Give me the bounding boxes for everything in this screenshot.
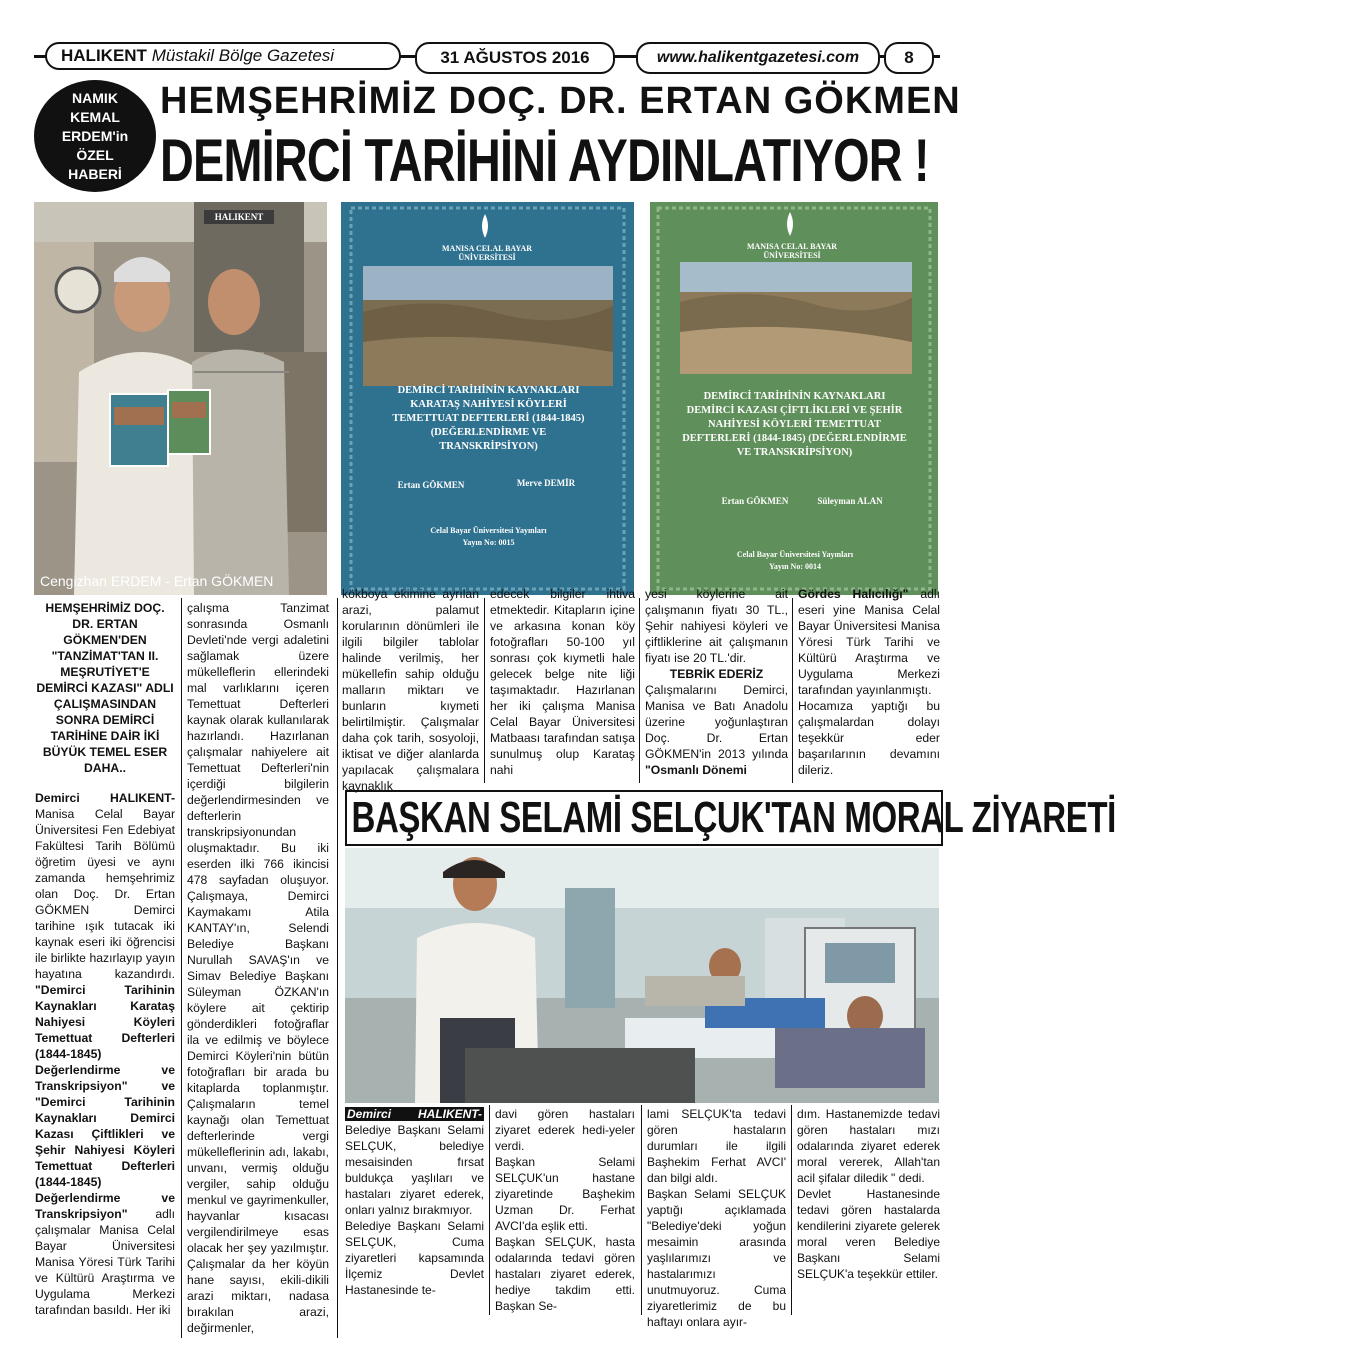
badge-line: HABERİ xyxy=(68,165,122,182)
paper-name-box xyxy=(45,42,401,70)
headline-line2: DEMİRCİ TARİHİNİ AYDINLATIYOR ! xyxy=(160,127,929,194)
book-author1: Ertan GÖKMEN xyxy=(397,480,465,490)
article1-book-title: "Osmanlı Dönemi xyxy=(645,763,747,777)
article1-column1 xyxy=(35,600,175,1318)
article1-lead: Demirci HALIKENT- xyxy=(35,791,175,805)
book-series: Yayın No: 0015 xyxy=(462,538,515,547)
article2-column2 xyxy=(495,1106,635,1314)
photo-hospital-drawing xyxy=(345,848,939,1103)
article1-subheading: TEBRİK EDERİZ xyxy=(669,667,764,681)
column-rule xyxy=(639,598,640,783)
article1-column4 xyxy=(490,586,635,778)
book-publisher-logo: MANISA CELAL BAYAR ÜNİVERSİTESİ xyxy=(746,242,838,260)
article1-book-title: Gördes Halıcılığı" xyxy=(798,587,909,601)
article1-text: yesi köylerine ait çalışmanın fiyatı 30 TL., Şehir nahiyesi köyleri ve çiftliklerine ait çalışmanın fiyatı ise 20 TL.'dir. xyxy=(645,587,788,665)
badge-line: ÖZEL xyxy=(76,146,114,163)
book-author2: Süleyman ALAN xyxy=(817,496,883,506)
book-publisher: Celal Bayar Üniversitesi Yayınları xyxy=(430,526,547,535)
author-badge xyxy=(34,80,156,192)
article1-text: adlı çalışmalar Manisa Celal Bayar Üniversitesi Manisa Yöresi Türk Tarihi ve Kültürü Araştırma ve Uygulama Merkezi tarafından basıldı. Her iki xyxy=(35,1207,175,1317)
article1-book-titles: "Demirci Tarihinin Kaynakları Karataş Nahiyesi Köyleri Temettuat Defterleri (1844-1845) Değerlendirme ve Transkripsiyon" ve "Demirci Tarihinin Kaynakları Demirci Kazası Çiftlikleri ve Şehir Nahiyesi Köyleri Temettuat Defterleri (1844-1845) Değerlendirme ve Transkripsiyon" xyxy=(35,983,175,1221)
column-rule xyxy=(181,598,182,1338)
paper-subtitle: Müstakil Bölge Gazetesi xyxy=(151,46,335,65)
article2-text: lami SELÇUK'ta tedavi gören hastaların durumları ile ilgili Başhekim Ferhat AVCI' dan bilgi aldı. xyxy=(647,1107,786,1185)
article2-column4 xyxy=(797,1106,940,1282)
photo-caption: Cengizhan ERDEM - Ertan GÖKMEN xyxy=(40,573,274,589)
photo-two-men-drawing xyxy=(34,202,327,595)
shop-sign: HALIKENT xyxy=(214,212,264,222)
book-author2: Merve DEMİR xyxy=(516,478,576,488)
article1-column2 xyxy=(187,600,329,1336)
article2-text: davi gören hastaları ziyaret ederek hedi-yeler verdi. xyxy=(495,1107,635,1153)
article1-text: Manisa Celal Bayar Üniversitesi Fen Edebiyat Fakültesi Tarih Bölümü öğretim üyesi ve aynı zamanda hemşehrimiz olan Doç. Dr. Ertan GÖKMEN Demirci tarihine ışık tutacak iki kaynak eseri iki öğrencisi ile birlikte hazırlayıp yayın hayatına kazandırdı. xyxy=(35,807,175,981)
article2-text: Başkan SELÇUK, hasta odalarında tedavi gören hastaları ziyaret ederek, hediye takdim etti. Başkan Se- xyxy=(495,1235,635,1313)
column-rule xyxy=(641,1105,642,1315)
book-series: Yayın No: 0014 xyxy=(768,562,821,571)
article2-column3 xyxy=(647,1106,786,1330)
page-number: 8 xyxy=(884,42,934,74)
article1-text: Çalışmalarını Demirci, Manisa ve Batı Anadolu üzerine yoğunlaştıran Doç. Dr. Ertan GÖKMEN'in 2013 yılında xyxy=(645,683,788,761)
article2-column1 xyxy=(345,1106,484,1298)
book-author1: Ertan GÖKMEN xyxy=(721,496,789,506)
article1-text: çalışma Tanzimat sonrasında Osmanlı Devleti'nde vergi adaletini sağlamak üzere mükelleflerin ellerindeki mal varlıklarını içeren Temettuat Defterleri kaynak olarak kullanılarak hazırlandı. Hazırlanan çalışmalar nahiyelere ait Temettuat Defterleri'nin içerdiği bilgilerin değerlendirmesinden ve defterlerin transkripsiyonundan oluşmaktadır. Bu iki eserden ilki 766 ikincisi 478 sayfadan oluşuyor. Çalışmaya, Demirci Kaymakamı Atila KANTAY'ın, Selendi Belediye Başkanı Nurullah SAVAŞ'ın ve Simav Belediye Başkanı Süleyman ÖZKAN'ın köylere ait çektirip gönderdikleri fotoğraflar ila ve edilmiş ve böylece Demirci Köyleri'nin bütün fotoğrafları bir arada bu kitaplarda toplanmıştır. Çalışmaların temel kaynağı olan Temettuat defterlerinde vergi mükelleflerinin adı, lakabı, unvanı, vermiş olduğu vergiler, sahip olduğu menkul ve gayrimenkuller, hayvanlar kısacası vergilendirilmeye esas olacak her şey yazılmıştır. Çalışmalar da her köyün hane sayısı, ekili-dikili arazi miktarı, nadasa bırakılan arazi, değirmenler, xyxy=(187,601,329,1335)
book-cover-karatas xyxy=(341,202,634,595)
article1-column6 xyxy=(798,586,940,778)
photo-hospital-visit xyxy=(345,848,939,1103)
article1-column3 xyxy=(342,586,479,794)
article2-headline-text: BAŞKAN SELAMİ SELÇUK'TAN MORAL ZİYARETİ xyxy=(351,793,1116,842)
column-rule xyxy=(791,1105,792,1315)
article1-text: kökboya ekimine ayrılan arazi, palamut korularının dönümleri ile ilgili bilgiler tablolar halinde verilmiş, her mükellefin sahip olduğu malların miktarı ve bunların kıymeti belirtilmiştir. Çalışmalar daha çok tarih, sosyoloji, iktisat ve diğer alanlarda yapılacak çalışmalara kaynaklık xyxy=(342,587,479,793)
column-rule xyxy=(489,1105,490,1315)
book-title: DEMİRCİ TARİHİNİN KAYNAKLARI DEMİRCİ KAZASI ÇİFTLİKLERİ VE ŞEHİR NAHİYESİ KÖYLERİ TEMETTUAT DEFTERLERİ (1844-1845) (DEĞERLENDİRME VE TRANSKRİPSİYON) xyxy=(682,391,907,458)
article1-column5 xyxy=(645,586,788,778)
article2-lead: Demirci HALIKENT- xyxy=(347,1107,482,1121)
badge-line: ERDEM'in xyxy=(61,127,129,144)
article2-text: Başkan Selami SELÇUK yaptığı açıklamada "Belediye'deki yoğun mesaimin arasında yaşlılarımızı ve hastalarımızı unutmuyoruz. Cuma ziyaretlerimiz de bu haftayı onlara ayır- xyxy=(647,1187,786,1329)
column-rule xyxy=(484,598,485,783)
article2-headline xyxy=(345,790,1116,846)
article2-text: Belediye Başkanı Selami SELÇUK, Cuma ziyaretleri kapsamında İlçemiz Devlet Hastanesinde te- xyxy=(345,1219,484,1297)
paper-name: HALIKENT xyxy=(61,46,147,65)
badge-line: NAMIK xyxy=(72,89,118,106)
article1-text: adlı eseri yine Manisa Celal Bayar Üniversitesi Manisa Yöresi Türk Tarihi ve Kültürü Araştırma ve Uygulama Merkezi tarafından yayınlanmıştı. xyxy=(798,587,940,697)
column-rule xyxy=(337,598,338,1338)
book-title: DEMİRCİ TARİHİNİN KAYNAKLARI KARATAŞ NAHİYESİ KÖYLERİ TEMETTUAT DEFTERLERİ (1844-1845) (DEĞERLENDİRME VE TRANSKRİPSİYON) xyxy=(392,385,585,452)
website-url: www.halikentgazetesi.com xyxy=(636,42,880,74)
column-rule xyxy=(792,598,793,783)
badge-line: KEMAL xyxy=(70,108,120,125)
photo-two-men xyxy=(34,202,327,595)
article1-text: Hocamıza yaptığı bu çalışmalardan dolayı teşekkür eder başarılarının devamını dileriz. xyxy=(798,699,940,777)
article2-text: Devlet Hastanesinde tedavi gören hastalarda kendilerini ziyarete gelerek moral veren Belediye Başkanı Selami SELÇUK'a teşekkür ettiler. xyxy=(797,1187,940,1281)
book-cover-demirci xyxy=(650,202,938,595)
article2-text: Belediye Başkanı Selami SELÇUK, belediye mesaisinden fırsat buldukça yaşlıları ve hastaları ziyaret ederek, onları yalnız bırakmıyor. xyxy=(345,1123,484,1217)
article2-text: Başkan Selami SELÇUK'un hastane ziyaretinde Başhekim Uzman Dr. Ferhat AVCI'da eşlik etti. xyxy=(495,1155,635,1233)
issue-date: 31 AĞUSTOS 2016 xyxy=(415,42,615,74)
headline-line1: HEMŞEHRİMİZ DOÇ. DR. ERTAN GÖKMEN xyxy=(160,80,961,122)
book-publisher: Celal Bayar Üniversitesi Yayınları xyxy=(736,550,854,559)
article1-text: edecek bilgiler ihtiva etmektedir. Kitapların içine ve arkasına konan köy fotoğrafları 50-100 yıl sonrası çok kıymetli hale gelecek belge nite liği taşımaktadır. Hazırlanan her iki çalışma Manisa Celal Bayar Üniversitesi Matbaası tarafından satışa sunulmuş olup Karataş nahi xyxy=(490,587,635,777)
book-publisher-logo: MANISA CELAL BAYAR ÜNİVERSİTESİ xyxy=(441,244,533,262)
article2-text: dım. Hastanemizde tedavi gören hastaları mızı odalarında ziyaret ederek moral vererek, Allah'tan acil şifalar diledik " dedi. xyxy=(797,1107,940,1185)
article1-kicker: HEMŞEHRİMİZ DOÇ. DR. ERTAN GÖKMEN'DEN "TANZİMAT'TAN II. MEŞRUTİYET'E DEMİRCİ KAZASI" ADLI ÇALIŞMASINDAN SONRA DEMİRCİ TARİHİNE DAİR İKİ BÜYÜK TEMEL ESER DAHA.. xyxy=(36,601,174,775)
